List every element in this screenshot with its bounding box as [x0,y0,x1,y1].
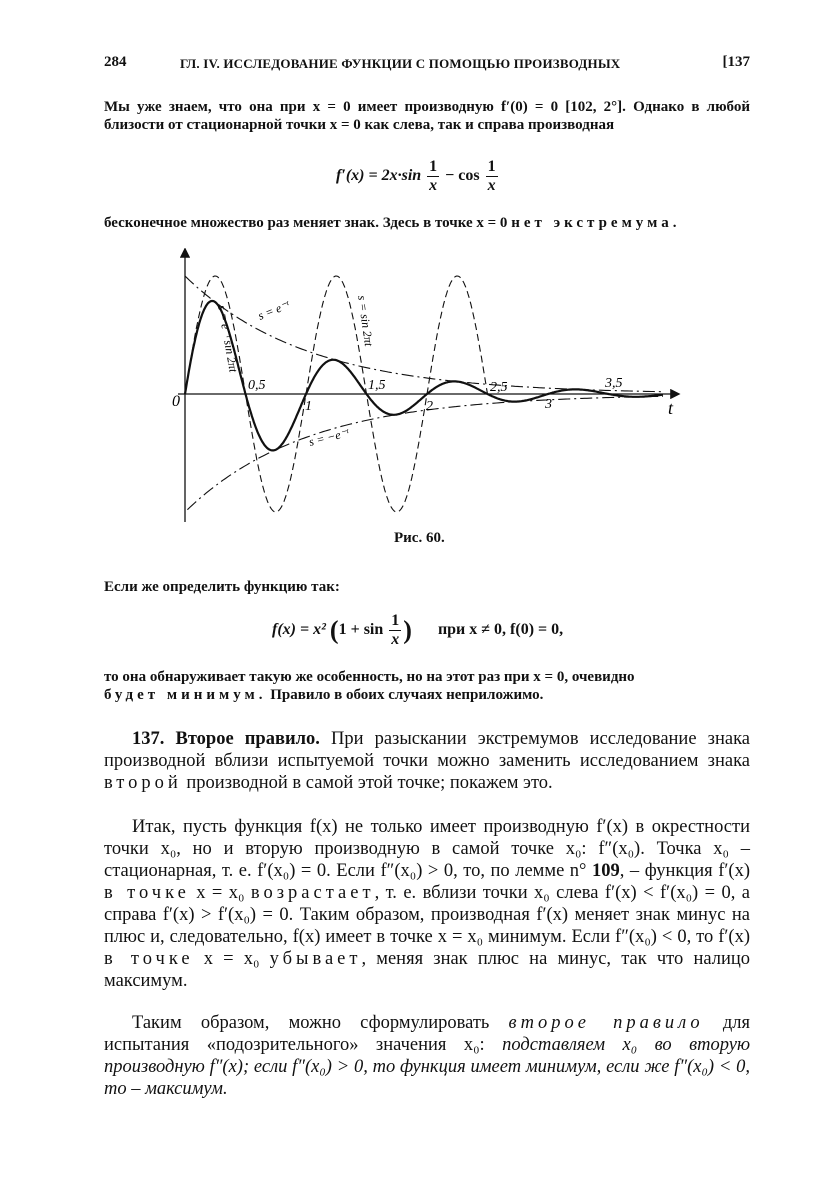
tick-label-1-5: 1,5 [368,378,386,393]
fraction-one-over-x-2 [486,158,498,195]
derivative-formula [336,158,500,195]
p2-text-c: x = x₀ [189,883,251,903]
fraction-one-over-x-3 [389,612,401,649]
damped-oscillation-curve [185,301,663,450]
formula-lhs: f(x) = x² [272,621,326,639]
fraction-one-over-x [427,158,439,195]
p2-text-d: , т. е. вблизи точки x₀ слева f′(x) < f′(x₀) = 0, а справа f′(x) > f′(x₀) = 0. Таким образом, производная f′(x) меняет знак минус на плюс и, следовательно, f(x) имеет в точке x = x₀ минимум. Если f″(x₀) < 0, то f′(x) [104,883,750,947]
envelope-top-curve [185,276,663,392]
p1-spaced: второй [104,773,182,793]
tick-label-1: 1 [305,399,312,414]
p2-text-e: x = x₀ [193,949,270,969]
figure-caption: Рис. 60. [394,530,445,546]
p3-text-a: Таким образом, можно сформулировать [132,1013,509,1033]
numerator: 1 [487,158,496,175]
spaced-text: будет минимум. [104,687,267,703]
denominator: x [429,177,438,194]
p2-spaced-1: в точке [104,883,190,903]
p3-text-b: для испытания «подозрительного» значения x₀: [104,1013,751,1055]
lemma-ref: 109 [592,861,620,881]
section-137-paragraph-1 [104,728,750,794]
p2-text-b: , – функция f′(x) [619,861,750,881]
denominator: x [487,177,496,194]
p2-text-f: , меняя знак плюс на минус, так что налицо максимум. [104,949,750,991]
chapter-title: ГЛ. IV. ИССЛЕДОВАНИЕ ФУНКЦИИ С ПОМОЩЬЮ ПРОИЗВОДНЫХ [180,56,621,71]
t-axis-label: t [668,398,674,418]
no-extremum-line [104,214,750,232]
p3-spaced: второе правило [508,1013,704,1033]
tick-label-3-5: 3,5 [605,376,623,391]
p1-text-a: При разыскании экстремумов исследование знака производной вблизи испытуемой точки можно заменить исследованием знака [104,729,750,771]
origin-label: 0 [172,393,180,410]
running-header [104,50,750,78]
p1-text-b: производной в самой этой точке; покажем это. [181,773,553,793]
p2-spaced-3: в точке [104,949,194,969]
after-line-2: Правило в обоих случаях неприложимо. [266,687,544,703]
spaced-text: нет экстремума. [511,215,681,231]
paren-close: ) [403,615,412,645]
envelope-bottom-label: s = −e⁻ᵗ [307,425,351,449]
section-137-paragraph-2 [104,816,750,992]
tick-label-2: 2 [426,399,433,414]
line-text: бесконечное множество раз меняет знак. Здесь в точке x = 0 [104,215,512,231]
formula-condition: при x ≠ 0, f(0) = 0, [437,621,564,639]
second-function-formula: f(x) = x² (1 + sin $\frac{1}{x}$ ) при x ≠ 0, f(0) = 0, [272,612,564,648]
envelope-top-label: s = e⁻ᵗ [255,297,292,323]
p2-spaced-2: возрастает [250,883,375,903]
paren-open: ( [329,615,339,645]
p2-spaced-4: убывает [269,949,362,969]
second-definition-after [104,668,750,704]
numerator: 1 [429,158,438,175]
product-label: s = e⁻ᵗ sin 2πt [215,304,241,374]
second-definition-lead: Если же определить функцию так: [104,579,340,595]
after-line-1: то она обнаруживает такую же особенность, но на этот раз при x = 0, очевидно [104,669,635,685]
denominator: x [391,631,400,648]
formula-mid: − cos [445,167,480,185]
second-rule-statement: подставляем x₀ во вторую производную f″(x); если f″(x₀) > 0, то функция имеет минимум, если же f″(x₀) < 0, то – максимум. [104,1035,750,1099]
figure-60 [160,248,690,528]
tick-label-0-5: 0,5 [248,378,266,393]
formula-lhs: f′(x) = 2x·sin [336,167,422,185]
intro-paragraph: Мы уже знаем, что она при x = 0 имеет производную f′(0) = 0 [102, 2°]. Однако в любой близости от стационарной точки x = 0 как слева, так и справа производная [104,99,750,133]
tick-label-2-5: 2,5 [490,380,508,395]
p2-text-a: Итак, пусть функция f(x) не только имеет производную f′(x) в окрестности точки x₀, но и вторую производную в самой точке x₀: f″(x₀). Точка x₀ – стационарная, т. е. f′(x₀) = 0. Если f″(x₀) > 0, то, по лемме n° [104,817,750,881]
page-number: 284 [104,54,127,70]
sine-label: s = sin 2πt [355,294,377,348]
section-title: 137. Второе правило. [132,729,320,749]
numerator: 1 [391,612,400,629]
section-reference: [137 [722,54,750,70]
tick-label-3: 3 [545,397,552,412]
section-137-paragraph-3 [104,1012,750,1100]
